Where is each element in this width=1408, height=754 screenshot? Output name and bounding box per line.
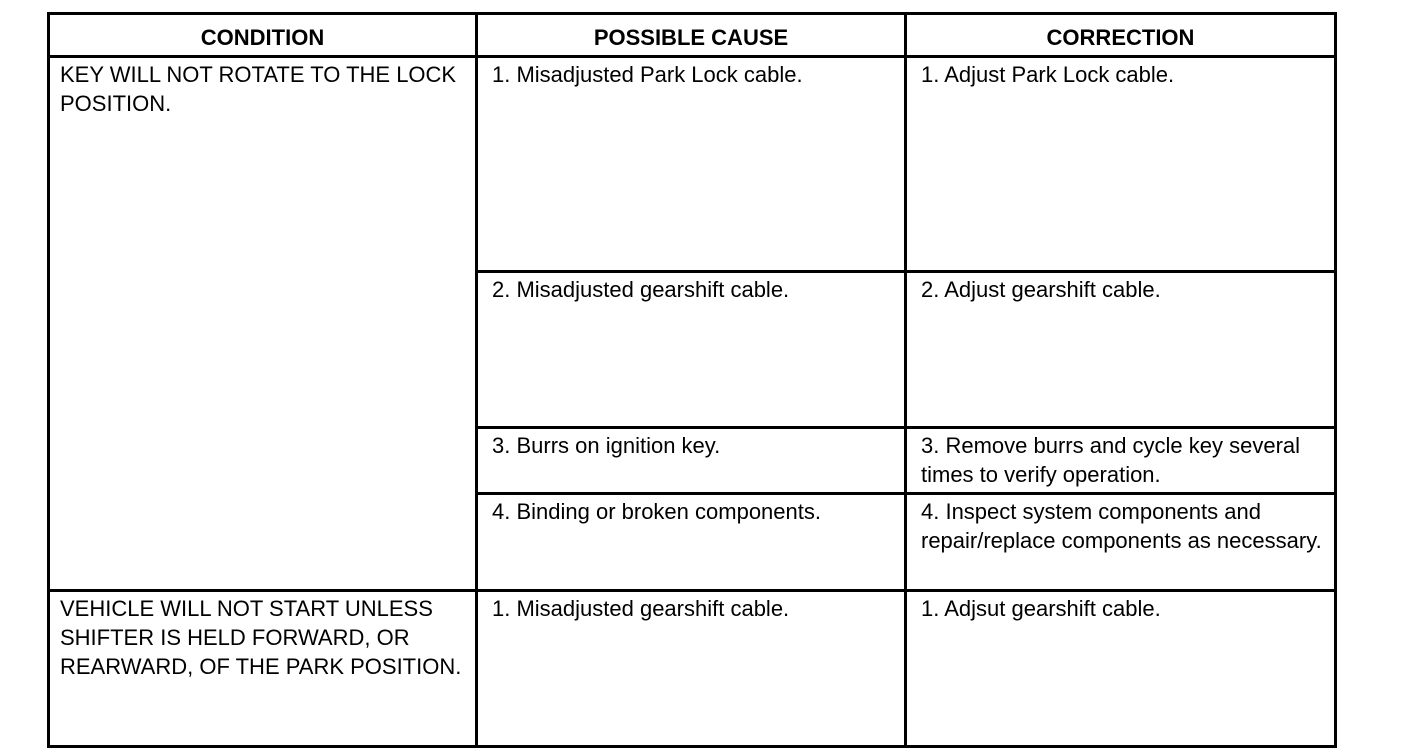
header-possible-cause: POSSIBLE CAUSE bbox=[477, 14, 906, 57]
correction-cell: 1. Adjsut gearshift cable. bbox=[906, 591, 1336, 747]
correction-cell: 1. Adjust Park Lock cable. bbox=[906, 57, 1336, 272]
cause-cell: 1. Misadjusted gearshift cable. bbox=[477, 591, 906, 747]
condition-cell: KEY WILL NOT ROTATE TO THE LOCK POSITION. bbox=[49, 57, 477, 591]
cause-cell: 4. Binding or broken components. bbox=[477, 494, 906, 591]
header-correction: CORRECTION bbox=[906, 14, 1336, 57]
correction-cell: 2. Adjust gearshift cable. bbox=[906, 272, 1336, 428]
condition-cell: VEHICLE WILL NOT START UNLESS SHIFTER IS HELD FORWARD, OR REARWARD, OF THE PARK POSITION. bbox=[49, 591, 477, 747]
header-condition: CONDITION bbox=[49, 14, 477, 57]
correction-cell: 3. Remove burrs and cycle key several times to verify operation. bbox=[906, 428, 1336, 494]
cause-cell: 3. Burrs on ignition key. bbox=[477, 428, 906, 494]
correction-cell: 4. Inspect system components and repair/replace components as necessary. bbox=[906, 494, 1336, 591]
cause-cell: 1. Misadjusted Park Lock cable. bbox=[477, 57, 906, 272]
table-row bbox=[49, 591, 1336, 747]
header-row bbox=[49, 14, 1336, 57]
diagnosis-table bbox=[47, 12, 1337, 748]
cause-cell: 2. Misadjusted gearshift cable. bbox=[477, 272, 906, 428]
table-row bbox=[49, 57, 1336, 272]
